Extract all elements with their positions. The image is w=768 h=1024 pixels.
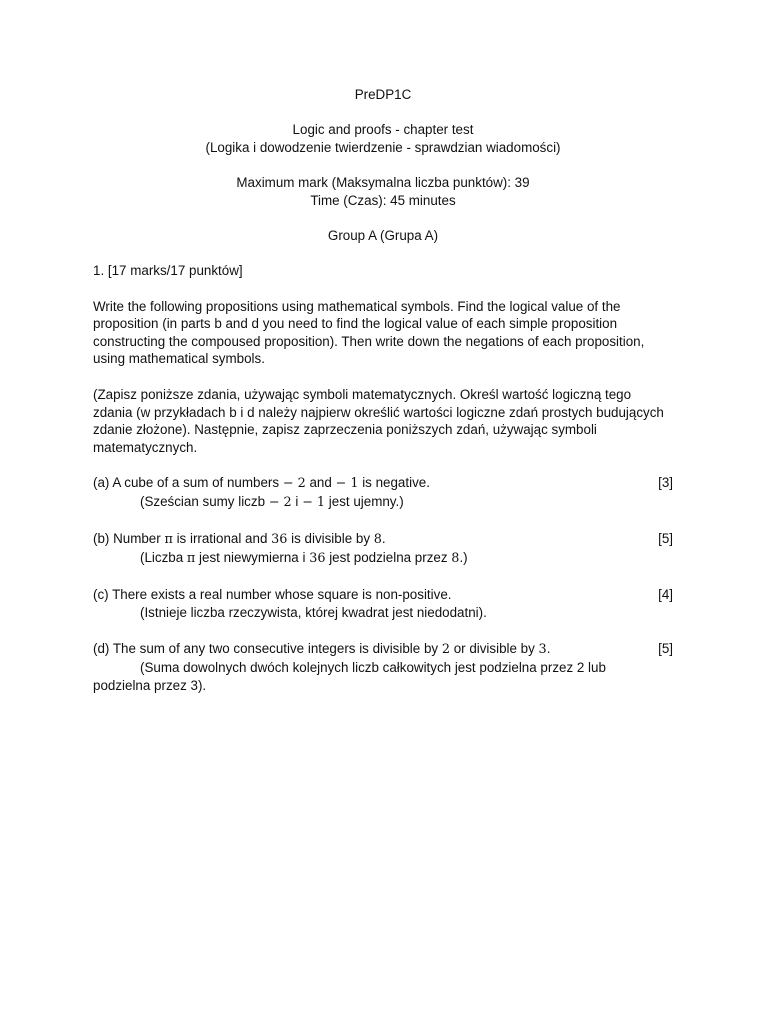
question-part-c xyxy=(93,586,673,622)
part-d-marks: [5] xyxy=(658,641,673,657)
instructions-polish: (Zapisz poniższe zdania, używając symboli matematycznych. Określ wartość logiczną tego zdania (w przykładach b i d należy najpierw określić wartości logiczne zdań prostych budujących zdanie złożone). Następnie, zapisz zaprzeczenia poniższych zdań, używając symboli matematycznych. xyxy=(93,386,664,455)
part-d-translation: (Suma dowolnych dwóch kolejnych liczb całkowitych jest podzielna przez 2 lub xyxy=(140,660,606,676)
part-a-translation: (Sześcian sumy liczb − 2 i − 1 jest ujemny.) xyxy=(140,494,404,511)
instructions-english: Write the following propositions using mathematical symbols. Find the logical value of the proposition (in parts b and d you need to find the logical value of each simple proposition constructing the compoused proposition). Then write down the negations of each proposition, using mathematical symbols. xyxy=(93,298,645,367)
part-c-text: (c) There exists a real number whose square is non-positive. xyxy=(93,587,452,603)
group-label: Group A (Grupa A) xyxy=(327,228,439,243)
part-d-translation-continued: podzielna przez 3). xyxy=(93,678,207,694)
part-a-text: (a) A cube of a sum of numbers − 2 and − 1 is negative. xyxy=(93,475,430,492)
document-page xyxy=(93,86,673,695)
title-polish: (Logika i dowodzenie twierdzenie - sprawdzian wiadomości) xyxy=(205,140,561,155)
time-limit: Time (Czas): 45 minutes xyxy=(310,193,456,208)
title-english: Logic and proofs - chapter test xyxy=(292,122,474,137)
question-part-b xyxy=(93,530,673,568)
question-part-a xyxy=(93,474,673,512)
part-c-translation: (Istnieje liczba rzeczywista, której kwadrat jest niedodatni). xyxy=(140,605,487,621)
part-b-marks: [5] xyxy=(658,531,673,547)
part-d-text: (d) The sum of any two consecutive integers is divisible by 2 or divisible by 3. xyxy=(93,641,551,658)
part-c-marks: [4] xyxy=(658,587,673,603)
test-code: PreDP1C xyxy=(354,87,412,102)
part-b-translation: (Liczba π jest niewymierna i 36 jest podzielna przez 8.) xyxy=(140,550,468,567)
maximum-mark: Maximum mark (Maksymalna liczba punktów): 39 xyxy=(236,175,530,190)
question-heading: 1. [17 marks/17 punktów] xyxy=(93,263,243,278)
part-b-text: (b) Number π is irrational and 36 is divisible by 8. xyxy=(93,531,386,548)
part-a-marks: [3] xyxy=(658,475,673,491)
question-part-d xyxy=(93,640,673,695)
